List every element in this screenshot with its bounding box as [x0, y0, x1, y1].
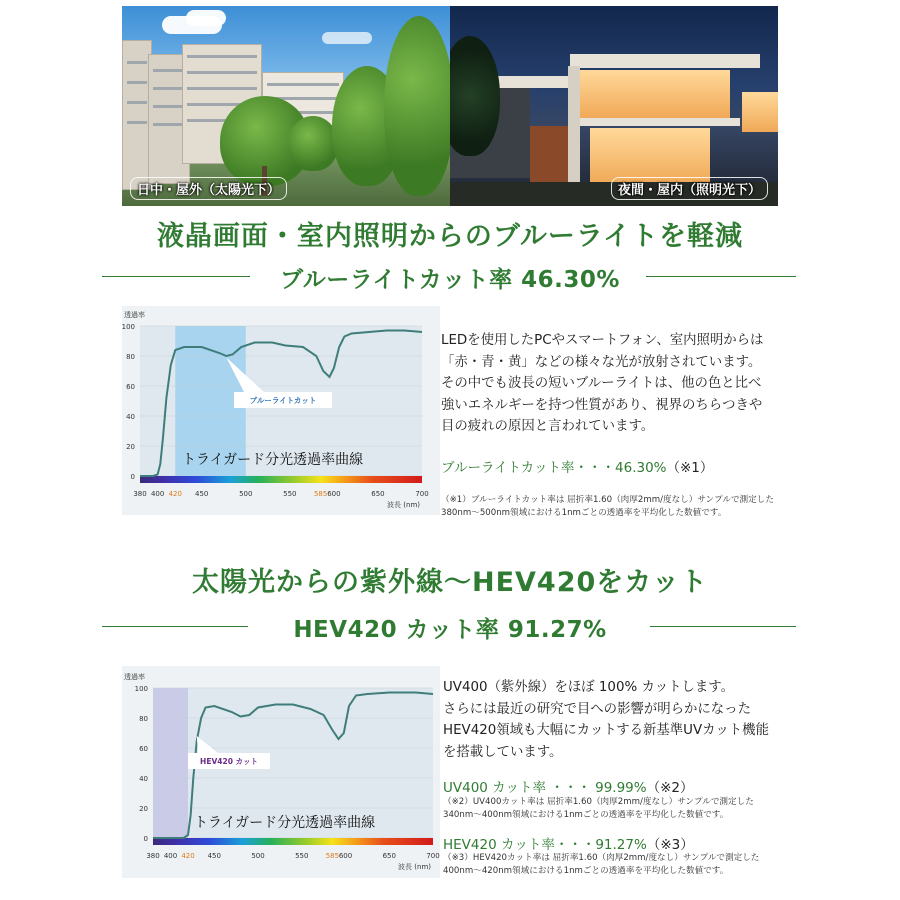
y-tick-label: 60: [126, 383, 135, 391]
x-tick-label: 550: [283, 490, 297, 498]
x-tick-label: 380: [146, 852, 160, 860]
footnote-3: [443, 852, 759, 878]
footnote-2-line: （※2）UV400カット率は 屈折率1.60（肉厚2mm/度なし）サンプルで測定した: [443, 797, 754, 807]
x-tick-label: 400: [150, 490, 165, 498]
hero-images: [122, 6, 778, 206]
x-tick-label: 650: [382, 852, 396, 860]
x-tick-label: 380: [133, 490, 147, 498]
y-tick-label: 100: [134, 685, 148, 693]
section1-description-line: 強いエネルギーを持つ性質があり、視界のちらつきや: [441, 397, 763, 413]
hev420-transmittance-chart: [122, 666, 440, 878]
section2-title: 太陽光からの紫外線〜HEV420をカット: [191, 567, 709, 598]
hev420-cut-rate-ref: （※3）: [646, 837, 694, 853]
y-axis-label: 透過率: [124, 311, 145, 319]
y-tick-label: 100: [122, 323, 135, 331]
x-tick-label: 600: [338, 852, 353, 860]
y-tick-label: 40: [139, 775, 148, 783]
uv400-cut-rate-text: UV400 カット率 ・・・ 99.99%: [443, 780, 647, 796]
y-tick-label: 20: [139, 805, 148, 813]
chart-title: トライガード分光透過率曲線: [194, 815, 376, 831]
uv400-cut-rate: [443, 776, 694, 796]
footnote-1: [441, 494, 774, 520]
bluelight-transmittance-chart: [122, 306, 440, 515]
section2-description-line: さらには最近の研究で目への影響が明らかになった: [443, 701, 751, 717]
hev420-cut-rate-text: HEV420 カット率・・・91.27%: [443, 837, 647, 853]
x-tick-label: 585: [325, 852, 340, 860]
daytime-label: 日中・屋外（太陽光下）: [130, 177, 287, 200]
section1-description-line: LEDを使用したPCやスマートフォン、室内照明からは: [441, 333, 764, 348]
section2-description-line: を搭載しています。: [443, 744, 563, 760]
section2-description-line: HEV420領域も大幅にカットする新基準UVカット機能: [443, 723, 769, 738]
callout-label: HEV420 カット: [200, 757, 258, 766]
y-tick-label: 40: [126, 413, 135, 421]
x-tick-label: 585: [313, 490, 328, 498]
spectrum-bar: [140, 476, 422, 483]
y-tick-label: 80: [139, 715, 148, 723]
y-tick-label: 0: [130, 473, 135, 481]
chart-title: トライガード分光透過率曲線: [182, 452, 364, 468]
daytime-outdoor-photo: [122, 6, 450, 206]
x-axis-label: 波長 (nm): [398, 863, 431, 871]
chart1-panel: [122, 306, 440, 515]
y-tick-label: 80: [126, 353, 135, 361]
footnote-2: [443, 796, 754, 822]
spectrum-bar: [153, 838, 433, 845]
x-tick-label: 420: [181, 852, 195, 860]
section1-description-line: その中でも波長の短いブルーライトは、他の色と比べ: [441, 376, 762, 391]
section2-subtitle: HEV420 カット率 91.27%: [293, 617, 607, 643]
section1-title: 液晶画面・室内照明からのブルーライトを軽減: [156, 221, 744, 252]
section2-description: [443, 677, 769, 763]
x-tick-label: 700: [426, 852, 440, 860]
bluelight-cut-rate: [441, 456, 713, 476]
section1-description-line: 目の疲れの原因と言われています。: [441, 419, 655, 434]
y-tick-label: 0: [143, 835, 148, 843]
bluelight-cut-rate-text: ブルーライトカット率・・・46.30%: [441, 460, 667, 476]
footnote-3-line: （※3）HEV420カット率は 屈折率1.60（肉厚2mm/度なし）サンプルで測定した: [443, 853, 760, 863]
x-tick-label: 400: [163, 852, 178, 860]
y-tick-label: 20: [126, 443, 135, 451]
x-tick-label: 650: [371, 490, 385, 498]
section1-description-line: 「赤・青・黄」などの様々な光が放射されています。: [441, 354, 762, 370]
section2-description-line: UV400（紫外線）をほぼ 100% カットします。: [443, 680, 734, 695]
x-tick-label: 600: [327, 490, 341, 498]
x-tick-label: 450: [207, 852, 221, 860]
footnote-2-line: 340nm〜400nm領域における1nmごとの透過率を平均化した数値です。: [443, 810, 729, 820]
footnote-3-line: 400nm〜420nm領域における1nmごとの透過率を平均化した数値です。: [443, 866, 729, 876]
uv400-cut-rate-ref: （※2）: [646, 780, 694, 796]
x-tick-label: 550: [295, 852, 309, 860]
chart2-panel: [122, 666, 440, 878]
x-tick-label: 500: [239, 490, 253, 498]
highlight-band: [153, 688, 188, 838]
nighttime-indoor-photo: [450, 6, 778, 206]
footnote-1-line: 380nm〜500nm領域における1nmごとの透過率を平均化した数値です。: [441, 508, 727, 518]
nighttime-label: 夜間・屋内（照明光下）: [611, 177, 768, 200]
callout-label: ブルーライトカット: [249, 396, 317, 405]
y-tick-label: 60: [139, 745, 148, 753]
bluelight-cut-rate-ref: （※1）: [666, 460, 714, 476]
section1-subtitle: ブルーライトカット率 46.30%: [280, 267, 620, 293]
x-axis-label: 波長 (nm): [387, 501, 420, 509]
x-tick-label: 450: [195, 490, 209, 498]
section1-description: [441, 330, 763, 438]
x-tick-label: 420: [168, 490, 182, 498]
y-axis-label: 透過率: [124, 673, 145, 681]
x-tick-label: 700: [415, 490, 429, 498]
footnote-1-line: （※1）ブルーライトカット率は 屈折率1.60（肉厚2mm/度なし）サンプルで測定した: [441, 495, 774, 505]
hev420-cut-rate: [443, 833, 694, 853]
x-tick-label: 500: [251, 852, 265, 860]
